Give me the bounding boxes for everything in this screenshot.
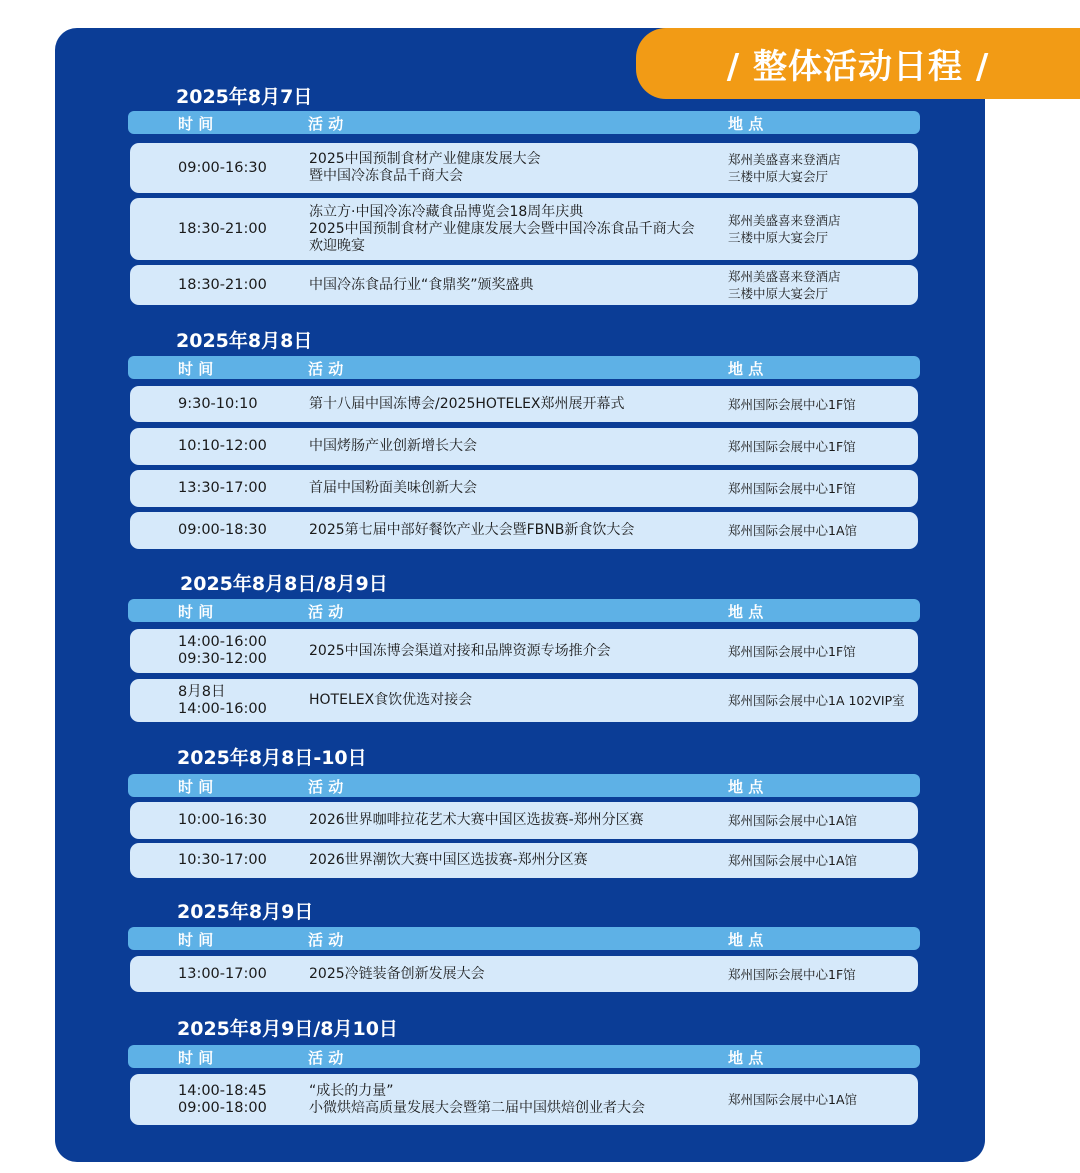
row-place: 郑州美盛喜来登酒店 三楼中原大宴会厅 <box>728 269 841 301</box>
schedule-row <box>130 265 918 305</box>
row-activity: 中国烤肠产业创新增长大会 <box>309 438 477 454</box>
row-place: 郑州美盛喜来登酒店 三楼中原大宴会厅 <box>728 152 841 184</box>
row-time: 8月8日 14:00-16:00 <box>178 683 267 717</box>
row-activity: HOTELEX食饮优选对接会 <box>309 692 473 708</box>
row-activity: 2025第七届中部好餐饮产业大会暨FBNB新食饮大会 <box>309 522 635 538</box>
section-date: 2025年8月8日-10日 <box>177 747 367 769</box>
row-activity: 首届中国粉面美味创新大会 <box>309 480 477 496</box>
header-place: 地 点 <box>728 1049 764 1067</box>
header-activity: 活 动 <box>308 115 344 133</box>
header-activity: 活 动 <box>308 931 344 949</box>
table-header <box>128 927 920 950</box>
header-place: 地 点 <box>728 360 764 378</box>
header-time: 时 间 <box>178 115 214 133</box>
row-place: 郑州美盛喜来登酒店 三楼中原大宴会厅 <box>728 213 841 245</box>
row-place: 郑州国际会展中心1A馆 <box>728 1092 858 1107</box>
row-activity: 2026世界咖啡拉花艺术大赛中国区选拔赛-郑州分区赛 <box>309 812 644 828</box>
table-header <box>128 774 920 797</box>
row-time: 14:00-18:45 09:00-18:00 <box>178 1082 267 1116</box>
header-activity: 活 动 <box>308 1049 344 1067</box>
schedule-row <box>130 143 918 193</box>
section-date: 2025年8月8日 <box>176 330 313 352</box>
row-activity: 2025冷链装备创新发展大会 <box>309 965 485 982</box>
schedule-row <box>130 802 918 839</box>
row-place: 郑州国际会展中心1F馆 <box>728 643 856 659</box>
header-place: 地 点 <box>728 603 764 621</box>
row-place: 郑州国际会展中心1F馆 <box>728 439 856 454</box>
schedule-row <box>130 512 918 549</box>
row-time: 09:00-16:30 <box>178 159 267 176</box>
row-activity: 2025中国预制食材产业健康发展大会 暨中国冷冻食品千商大会 <box>309 151 541 184</box>
row-time: 09:00-18:30 <box>178 522 267 538</box>
schedule-row <box>130 1074 918 1125</box>
header-time: 时 间 <box>178 360 214 378</box>
row-place: 郑州国际会展中心1A馆 <box>728 523 858 538</box>
header-activity: 活 动 <box>308 778 344 796</box>
row-place: 郑州国际会展中心1F馆 <box>728 396 856 412</box>
table-header <box>128 599 920 622</box>
row-activity: 2026世界潮饮大赛中国区选拔赛-郑州分区赛 <box>309 852 588 868</box>
row-time: 18:30-21:00 <box>178 220 267 237</box>
row-activity: 中国冷冻食品行业“食鼎奖”颁奖盛典 <box>309 276 534 293</box>
row-time: 10:10-12:00 <box>178 438 267 454</box>
schedule-row <box>130 198 918 260</box>
row-time: 10:30-17:00 <box>178 852 267 868</box>
row-activity: 第十八届中国冻博会/2025HOTELEX郑州展开幕式 <box>309 395 625 412</box>
table-header <box>128 1045 920 1068</box>
row-time: 10:00-16:30 <box>178 812 267 828</box>
schedule-row <box>130 956 918 992</box>
schedule-row <box>130 679 918 722</box>
row-time: 13:00-17:00 <box>178 965 267 982</box>
schedule-banner: / 整体活动日程 / <box>636 28 1080 99</box>
section-date: 2025年8月9日/8月10日 <box>177 1018 398 1040</box>
header-time: 时 间 <box>178 778 214 796</box>
section-date: 2025年8月8日/8月9日 <box>180 573 388 595</box>
row-place: 郑州国际会展中心1A馆 <box>728 853 858 868</box>
row-time: 9:30-10:10 <box>178 395 258 412</box>
schedule-row <box>130 629 918 673</box>
section-date: 2025年8月9日 <box>177 901 314 923</box>
row-time: 14:00-16:00 09:30-12:00 <box>178 634 267 667</box>
table-header <box>128 111 920 134</box>
row-time: 18:30-21:00 <box>178 276 267 293</box>
row-place: 郑州国际会展中心1F馆 <box>728 481 856 496</box>
header-time: 时 间 <box>178 603 214 621</box>
header-activity: 活 动 <box>308 603 344 621</box>
schedule-row <box>130 386 918 422</box>
row-place: 郑州国际会展中心1F馆 <box>728 966 856 982</box>
header-place: 地 点 <box>728 931 764 949</box>
header-time: 时 间 <box>178 1049 214 1067</box>
table-header <box>128 356 920 379</box>
row-place: 郑州国际会展中心1A 102VIP室 <box>728 693 905 708</box>
row-time: 13:30-17:00 <box>178 480 267 496</box>
header-place: 地 点 <box>728 778 764 796</box>
row-place: 郑州国际会展中心1A馆 <box>728 813 858 828</box>
row-activity: 冻立方·中国冷冻冷藏食品博览会18周年庆典 2025中国预制食材产业健康发展大会暨中国冷冻食品千商大会 欢迎晚宴 <box>309 203 695 254</box>
header-place: 地 点 <box>728 115 764 133</box>
header-time: 时 间 <box>178 931 214 949</box>
schedule-row <box>130 428 918 465</box>
schedule-row <box>130 470 918 507</box>
section-date: 2025年8月7日 <box>176 86 313 108</box>
row-activity: 2025中国冻博会渠道对接和品牌资源专场推介会 <box>309 642 611 659</box>
header-activity: 活 动 <box>308 360 344 378</box>
schedule-row <box>130 843 918 878</box>
row-activity: “成长的力量” 小微烘焙高质量发展大会暨第二届中国烘焙创业者大会 <box>309 1082 645 1116</box>
